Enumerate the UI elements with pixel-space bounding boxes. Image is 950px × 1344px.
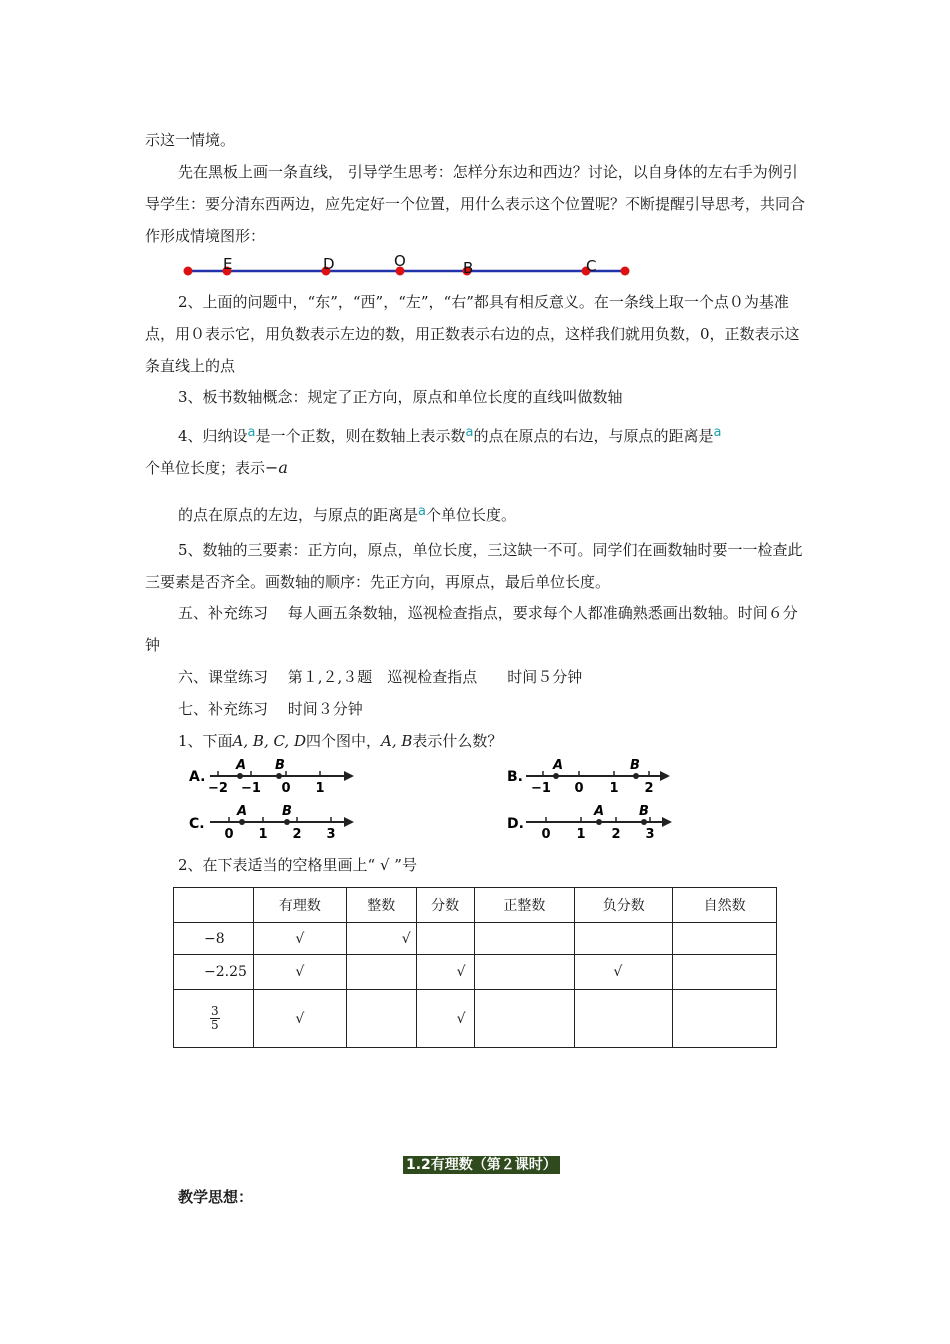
label-A: A: [553, 758, 564, 773]
table-cell: [575, 990, 673, 1048]
tick-label: 2: [644, 781, 654, 796]
axis-arrow: [344, 771, 354, 781]
label-B: B: [463, 259, 474, 277]
neg-a: −a: [265, 458, 288, 477]
label-D: D: [323, 255, 335, 273]
row-label: −8: [174, 923, 254, 955]
axis-arrow: [344, 817, 354, 827]
label-B: B: [639, 804, 649, 819]
tick-label: 0: [281, 781, 291, 796]
tick-label: 1: [576, 827, 586, 842]
row-label: −2.25: [174, 955, 254, 990]
point-A: [596, 819, 602, 825]
tick-label: −1: [531, 781, 551, 796]
label-A: A: [237, 804, 248, 819]
header-cell: [174, 888, 254, 923]
label-A: A: [594, 804, 605, 819]
axis-figure-B: [506, 757, 676, 797]
paragraph-induction-line3: 的点在原点的左边，与原点的距离是a个单位长度。: [178, 504, 516, 524]
tick-label: 1: [315, 781, 325, 796]
line-end-right: [621, 267, 630, 276]
label-A: A: [236, 758, 247, 773]
paragraph-class-practice: 六、课堂练习 第１,２,３题 巡视检查指点 时间５分钟: [178, 668, 583, 686]
figure-label: B.: [507, 769, 523, 785]
axis-figure-A: [188, 757, 358, 797]
point-A: [239, 819, 245, 825]
classification-table: [173, 887, 777, 1048]
table-cell: [346, 955, 416, 990]
point-B: [276, 773, 282, 779]
table-cell: [673, 955, 777, 990]
table-cell: √: [416, 990, 474, 1048]
figure-label: C.: [189, 816, 205, 832]
label-E: E: [223, 255, 233, 273]
axis-arrow: [662, 817, 672, 827]
point-B: [633, 773, 639, 779]
paragraph-blackboard: 先在黑板上画一条直线， 引导学生思考：怎样分东边和西边？讨论，以自身体的左右手为例引导学生：要分清东西两边，应先定好一个位置，用什么表示这个位置呢？不断提醒引导思考，共同合作形成情境图形：: [145, 163, 806, 245]
sub-heading: 教学思想：: [178, 1188, 254, 1206]
var-a-4: a: [418, 504, 426, 519]
table-cell: [416, 923, 474, 955]
point-A: [237, 773, 243, 779]
axis-figure-C: [188, 802, 358, 842]
header-cell: 正整数: [474, 888, 575, 923]
point-B: [641, 819, 647, 825]
row-label: [174, 990, 254, 1048]
tick-label: 3: [645, 827, 655, 842]
header-cell: 负分数: [575, 888, 673, 923]
var-a-1: a: [247, 425, 256, 440]
point-A: [553, 773, 559, 779]
section-title: 1.2有理数（第２课时）: [403, 1156, 560, 1174]
table-header-row: [174, 888, 777, 923]
tick-label: 1: [609, 781, 619, 796]
label-O: O: [394, 252, 406, 270]
tick-label: 0: [541, 827, 551, 842]
tick-label: −2: [208, 781, 228, 796]
paragraph-extra-practice: 五、补充练习 每人画五条数轴，巡视检查指点，要求每个人都准确熟悉画出数轴。时间６分钟: [145, 604, 798, 654]
paragraph-intro-end: 示这一情境。: [145, 131, 236, 149]
table-row: [174, 990, 777, 1048]
line-end-left: [184, 267, 193, 276]
table-cell: √: [575, 955, 673, 990]
var-a-3: a: [713, 425, 722, 440]
paragraph-extra-practice-2: 七、补充练习 时间３分钟: [178, 700, 363, 718]
axis-arrow: [660, 771, 670, 781]
table-cell: √: [253, 923, 346, 955]
question-2: 2、在下表适当的空格里画上“ √ ”号: [178, 856, 417, 874]
table-cell: [673, 923, 777, 955]
fraction-three-fifths: $\frac{3}{5}$: [211, 1004, 219, 1032]
paragraph-three-elements: 5、数轴的三要素：正方向，原点，单位长度，三这缺一不可。同学们在画数轴时要一一检查此三要素是否齐全。画数轴的顺序：先正方向，再原点，最后单位长度。: [145, 541, 803, 591]
header-cell: 整数: [346, 888, 416, 923]
table-cell: [474, 923, 575, 955]
paragraph-opposite-meaning: 2、上面的问题中，“东”，“西”，“左”，“右”都具有相反意义。在一条线上取一个点０为基准点，用０表示它，用负数表示左边的数，用正数表示右边的点，这样我们就用负数，0，正数表示这条直线上的点: [145, 293, 800, 375]
tick-label: 0: [224, 827, 234, 842]
paragraph-induction-line1: 4、归纳设a是一个正数，则在数轴上表示数a的点在原点的右边，与原点的距离是a: [178, 425, 722, 445]
table-row: [174, 923, 777, 955]
figure-label: D.: [507, 816, 524, 832]
tick-label: 3: [326, 827, 336, 842]
table-cell: [474, 955, 575, 990]
header-cell: 自然数: [673, 888, 777, 923]
table-cell: [474, 990, 575, 1048]
tick-label: −1: [241, 781, 261, 796]
direction-line-figure: [180, 252, 635, 284]
var-a-2: a: [465, 425, 474, 440]
axis-figure-D: [506, 802, 676, 842]
label-B: B: [275, 758, 285, 773]
tick-label: 2: [292, 827, 302, 842]
label-C: C: [586, 257, 597, 275]
header-cell: 分数: [416, 888, 474, 923]
table-row: [174, 955, 777, 990]
table-cell: √: [416, 955, 474, 990]
figure-label: A.: [189, 769, 206, 785]
label-B: B: [282, 804, 292, 819]
table-cell: [346, 990, 416, 1048]
table-cell: √: [253, 990, 346, 1048]
table-cell: [575, 923, 673, 955]
tick-label: 1: [258, 827, 268, 842]
header-cell: 有理数: [253, 888, 346, 923]
paragraph-axis-definition: 3、板书数轴概念：规定了正方向，原点和单位长度的直线叫做数轴: [178, 388, 623, 406]
tick-label: 0: [574, 781, 584, 796]
tick-label: 2: [611, 827, 621, 842]
point-B: [284, 819, 290, 825]
table-cell: [673, 990, 777, 1048]
paragraph-induction-line2: 个单位长度；表示−a: [145, 458, 288, 477]
table-cell: √: [253, 955, 346, 990]
table-cell: √: [346, 923, 416, 955]
question-1: 1、下面A, B, C, D四个图中，A, B表示什么数？: [178, 732, 503, 750]
label-B: B: [630, 758, 640, 773]
